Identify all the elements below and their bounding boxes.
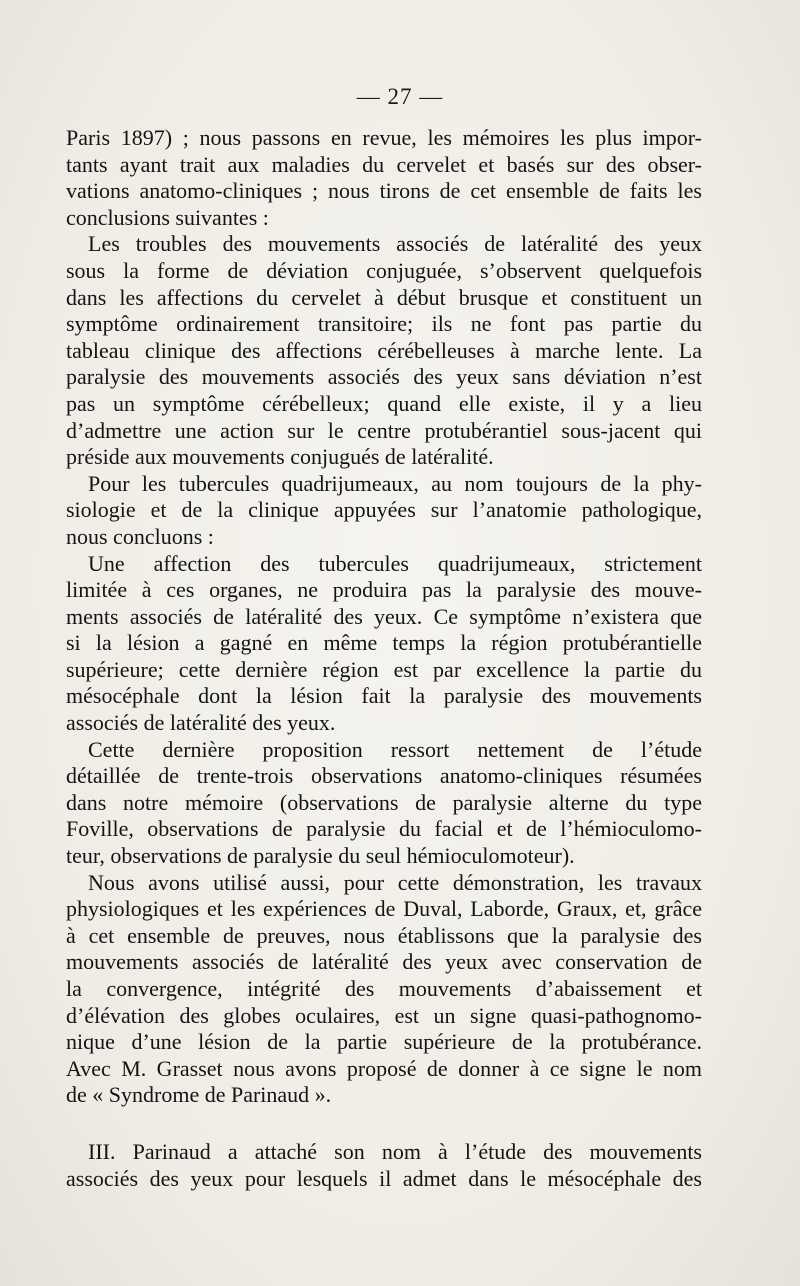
- text-line: Une affection des tubercules quadrijumeaux, strictement: [88, 550, 702, 576]
- text-line: mésocéphale dont la lésion fait la paralysie des mouvements: [66, 683, 702, 709]
- text-line: ments associés de latéralité des yeux. Ce symptôme n’existera que: [66, 603, 702, 629]
- text-line: sous la forme de déviation conjuguée, s’observent quelquefois: [66, 257, 702, 283]
- text-line: teur, observations de paralysie du seul hémioculomoteur).: [66, 843, 575, 869]
- text-line: la convergence, intégrité des mouvements d’abaissement et: [66, 976, 702, 1001]
- paragraph-4: [66, 737, 702, 870]
- text-line: tants ayant trait aux maladies du cervelet et basés sur des obser-: [66, 151, 702, 177]
- page-number: — 27 —: [356, 84, 444, 109]
- text-line: paralysie des mouvements associés des yeux sans déviation n’est: [66, 364, 702, 390]
- text-line: physiologiques et les expériences de Duval, Laborde, Graux, et, grâce: [66, 896, 702, 922]
- text-line: détaillée de trente-trois observations anatomo-cliniques résumées: [66, 763, 702, 789]
- text-line: conclusions suivantes :: [66, 204, 269, 230]
- text-line: à cet ensemble de preuves, nous établissons que la paralysie des: [66, 922, 702, 948]
- text-line: dans notre mémoire (observations de paralysie alterne du type: [66, 789, 702, 815]
- paragraph-2: [66, 471, 702, 551]
- text-line: d’élévation des globes oculaires, est un signe quasi-pathognomo-: [66, 1002, 702, 1028]
- text-line: tableau clinique des affections cérébelleuses à marche lente. La: [66, 337, 702, 363]
- text-line: limitée à ces organes, ne produira pas la paralysie des mouve-: [66, 577, 702, 603]
- text-line: Avec M. Grasset nous avons proposé de donner à ce signe le nom: [66, 1055, 702, 1081]
- paragraph-6: [66, 1139, 702, 1192]
- text-line: associés des yeux pour lesquels il admet dans le mésocéphale des: [66, 1165, 702, 1191]
- paragraph-5: [66, 870, 702, 1109]
- text-line: mouvements associés de latéralité des yeux avec conservation de: [66, 949, 702, 975]
- section-gap: [66, 1109, 702, 1139]
- paragraph-1: [66, 231, 702, 470]
- text-line: vations anatomo-cliniques ; nous tirons de cet ensemble de faits les: [66, 178, 702, 204]
- text-line: siologie et de la clinique appuyées sur l’anatomie pathologique,: [66, 497, 702, 523]
- text-line: dans les affections du cervelet à début brusque et constituent un: [66, 284, 702, 310]
- text-line: III. Parinaud a attaché son nom à l’étude des mouvements: [88, 1138, 702, 1164]
- body-text: [66, 125, 702, 1192]
- text-line: nique d’une lésion de la partie supérieure de la protubérance.: [66, 1029, 702, 1055]
- text-line: nous concluons :: [66, 523, 214, 549]
- paragraph-0: [66, 125, 702, 231]
- text-line: Cette dernière proposition ressort nettement de l’étude: [88, 736, 702, 762]
- text-line: associés de latéralité des yeux.: [66, 710, 336, 736]
- text-line: de « Syndrome de Parinaud ».: [66, 1082, 332, 1108]
- text-line: Paris 1897) ; nous passons en revue, les mémoires les plus impor-: [66, 125, 702, 150]
- text-line: symptôme ordinairement transitoire; ils ne font pas partie du: [66, 311, 702, 337]
- text-line: d’admettre une action sur le centre protubérantiel sous-jacent qui: [66, 417, 702, 443]
- text-line: préside aux mouvements conjugués de latéralité.: [66, 444, 494, 470]
- text-line: Les troubles des mouvements associés de latéralité des yeux: [88, 231, 702, 257]
- text-line: Foville, observations de paralysie du facial et de l’hémioculomo-: [66, 816, 702, 842]
- text-line: Nous avons utilisé aussi, pour cette démonstration, les travaux: [88, 869, 702, 895]
- text-line: pas un symptôme cérébelleux; quand elle existe, il y a lieu: [66, 390, 702, 416]
- text-line: si la lésion a gagné en même temps la région protubérantielle: [66, 630, 702, 656]
- paragraph-3: [66, 551, 702, 737]
- text-line: Pour les tubercules quadrijumeaux, au nom toujours de la phy-: [88, 470, 702, 496]
- text-line: supérieure; cette dernière région est par excellence la partie du: [66, 656, 702, 682]
